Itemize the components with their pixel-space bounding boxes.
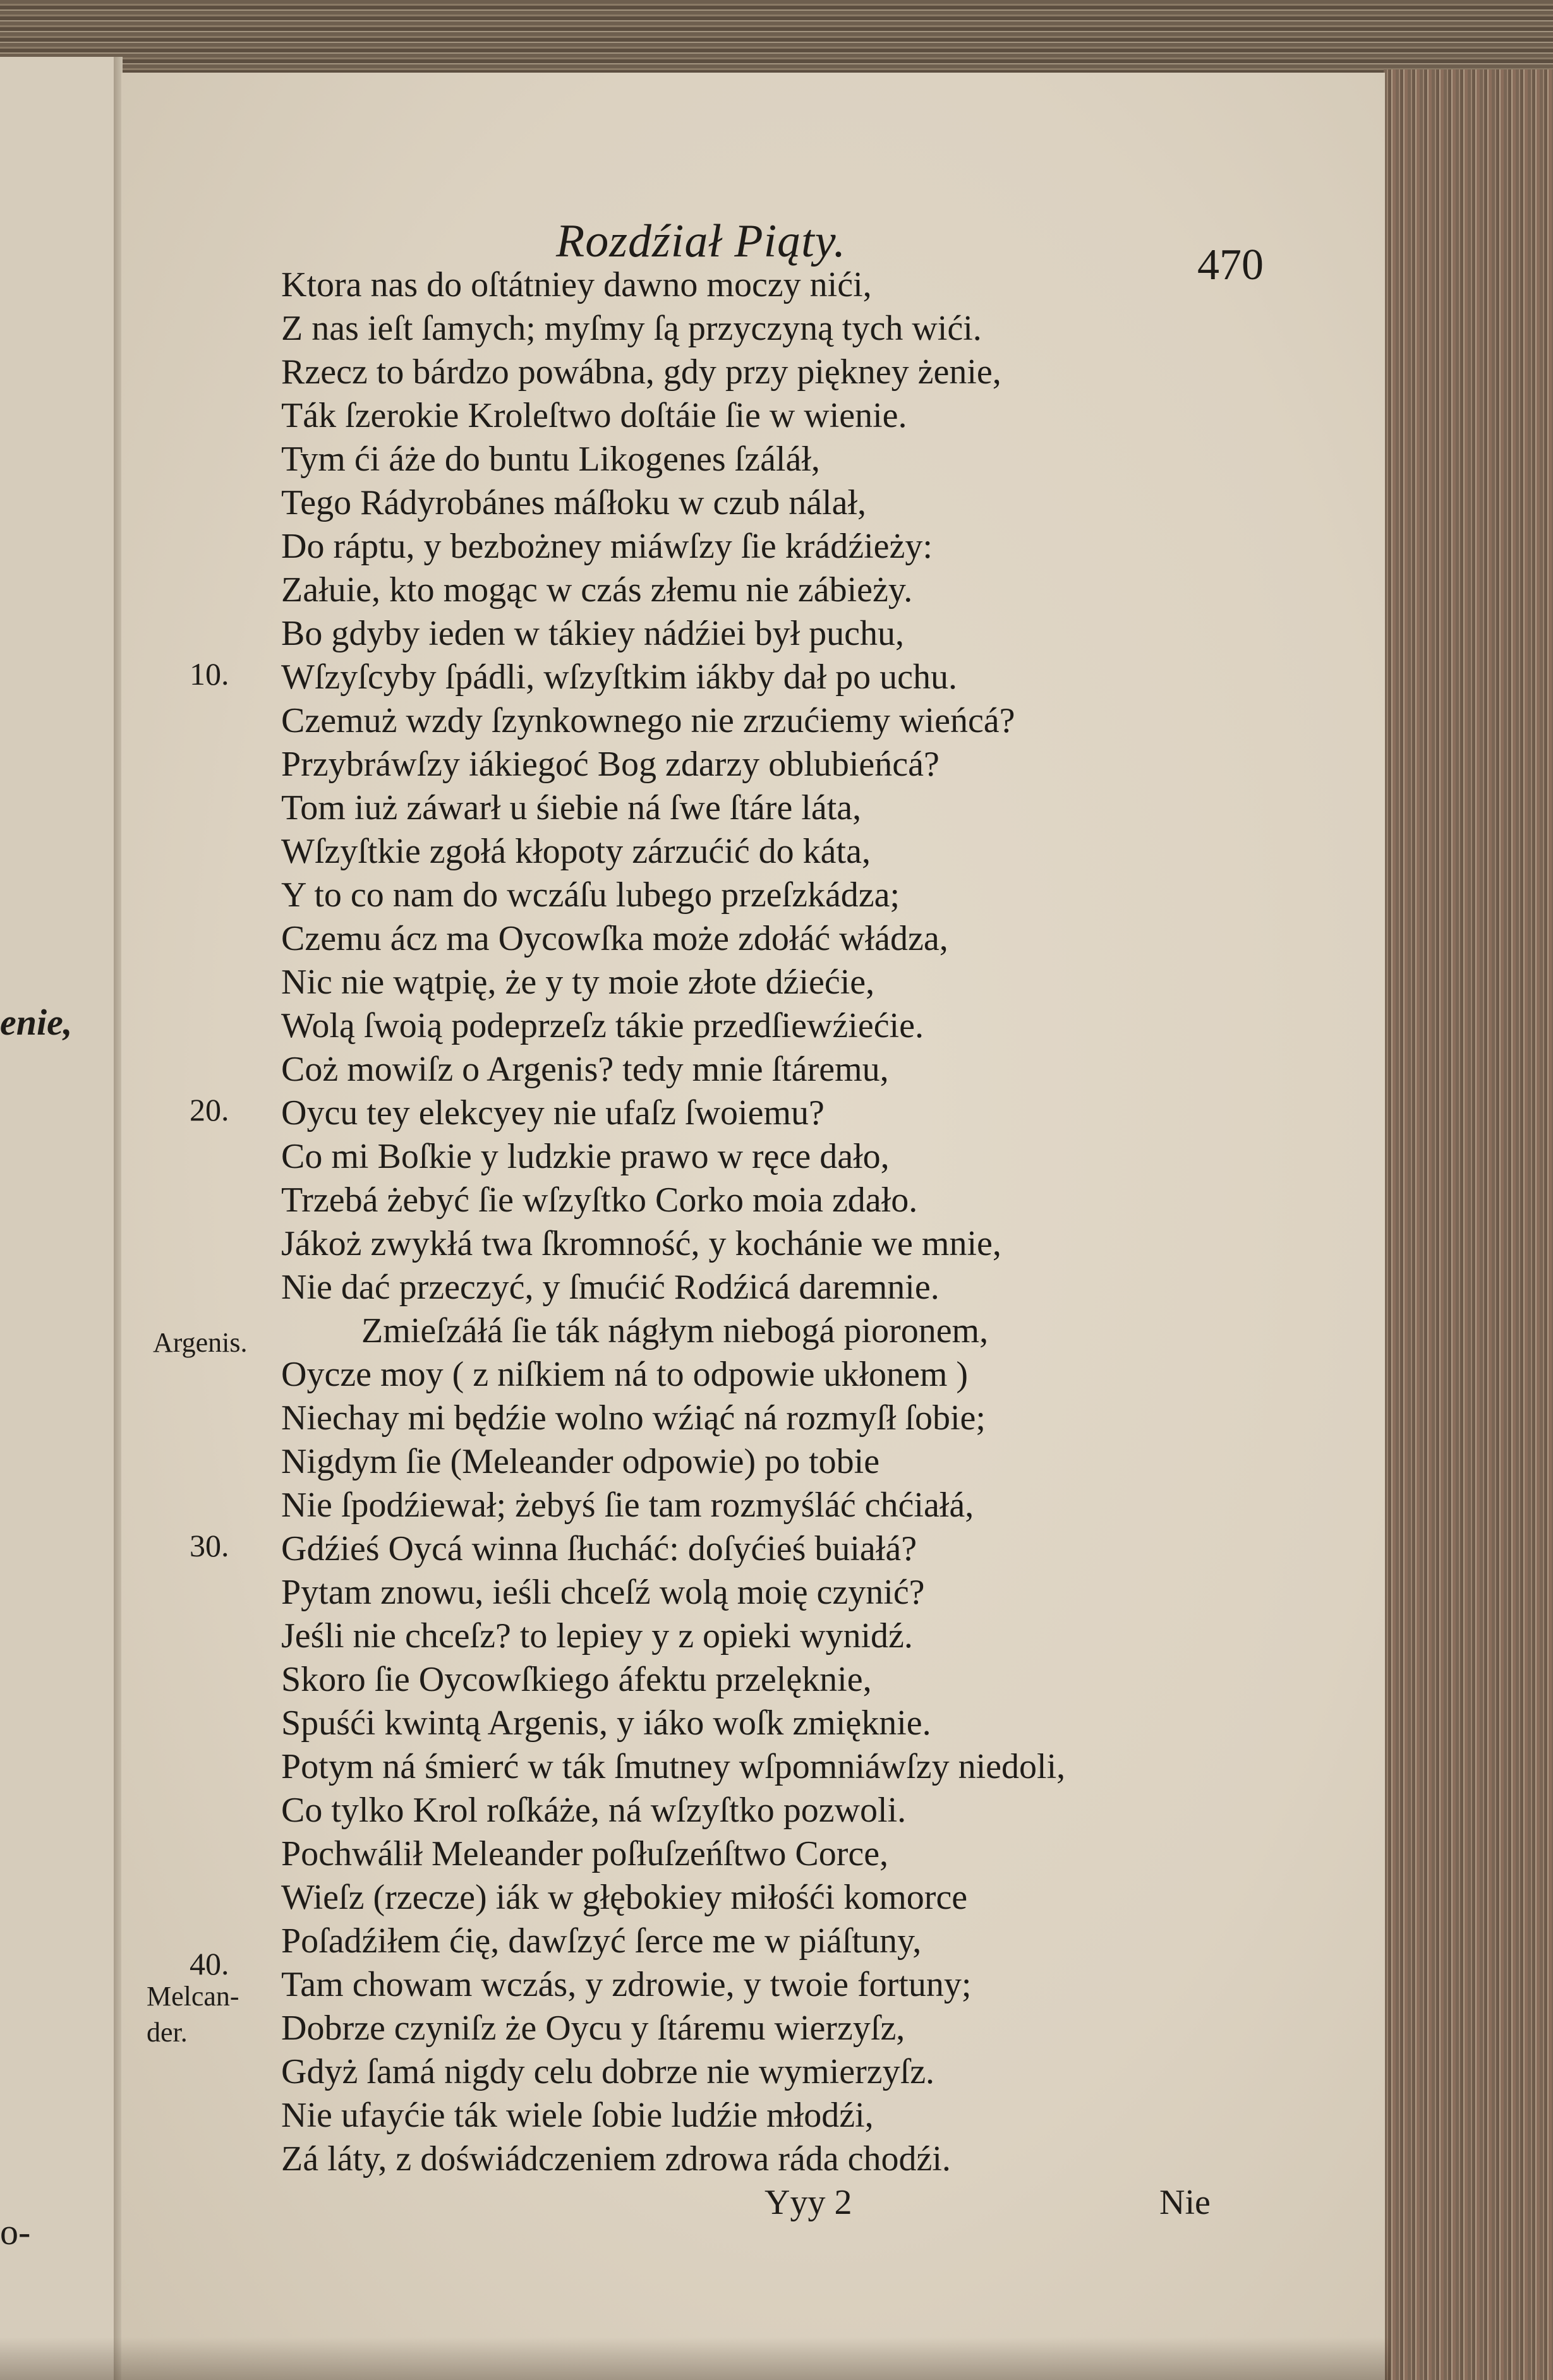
line-number: 10. <box>190 656 229 692</box>
book-fore-edge <box>1384 69 1553 2380</box>
verse-line: Tego Rádyrobánes máſłoku w czub nálał, <box>281 483 867 522</box>
verse-line: Wieſz (rzecze) iák w głębokiey miłośći komorce <box>281 1878 968 1917</box>
verse-line: Y to co nam do wczáſu lubego przeſzkádza; <box>281 875 900 915</box>
verse-line: Jeśli nie chceſz? to lepiey y z opieki wynidź. <box>281 1616 913 1656</box>
verse-line: Wſzyſtkie zgołá kłopoty zárzućić do káta, <box>281 832 871 871</box>
verse-line: Czemuż wzdy ſzynkownego nie zrzućiemy wieńcá? <box>281 701 1015 740</box>
verse-line: Do ráptu, y bezbożney miáwſzy ſie krádźieży: <box>281 527 933 566</box>
left-page-fragment: o- <box>0 2211 31 2252</box>
line-number: 30. <box>190 1528 229 1563</box>
verse-line: Tom iuż záwarł u śiebie ná ſwe ſtáre láta, <box>281 788 862 827</box>
verse-line: Załuie, kto mogąc w czás złemu nie zábieży. <box>281 570 913 610</box>
verse-line: Rzecz to bárdzo powábna, gdy przy piękney żenie, <box>281 352 1001 392</box>
bottom-shadow <box>0 2337 1390 2380</box>
running-title: Rozdźiał Piąty. <box>556 215 846 267</box>
verse-line: Zá láty, z doświádczeniem zdrowa ráda chodźi. <box>281 2139 951 2179</box>
left-page <box>0 57 117 2380</box>
verse-line: Poſadźiłem ćię, dawſzyć ſerce me w piáſtuny, <box>281 1921 922 1961</box>
verse-line: Trzebá żebyć ſie wſzyſtko Corko moia zdało. <box>281 1181 918 1220</box>
verse-line: Nigdym ſie (Meleander odpowie) po tobie <box>281 1442 880 1481</box>
verse-line: Pytam znowu, ieśli chceſź wolą moię czynić? <box>281 1573 925 1612</box>
verse-line: Pochwálił Meleander poſłuſzeńſtwo Corce, <box>281 1834 889 1873</box>
verse-line: Wſzyſcyby ſpádli, wſzyſtkim iákby dał po uchu. <box>281 658 957 697</box>
verse-line: Zmieſzáłá ſie ták nágłym niebogá pioronem, <box>361 1311 989 1350</box>
speaker-note-meleander: Melcan- <box>147 1981 239 2012</box>
verse-line: Dobrze czyniſz że Oycu y ſtáremu wierzyſz, <box>281 2009 905 2048</box>
verse-line: Jákoż zwykłá twa ſkromność, y kochánie we mnie, <box>281 1224 1001 1263</box>
verse-line: Co mi Boſkie y ludzkie prawo w ręce dało, <box>281 1137 890 1176</box>
verse-line: Czemu ácz ma Oycowſka może zdołáć włádza, <box>281 919 948 958</box>
book-top-edge <box>0 0 1553 79</box>
signature-mark: Yyy 2 <box>764 2183 852 2222</box>
verse-line: Co tylko Krol roſkáże, ná wſzyſtko pozwoli. <box>281 1791 907 1830</box>
verse-line: Nie ufayćie ták wiele ſobie ludźie młodźi, <box>281 2096 874 2135</box>
catchword: Nie <box>1159 2183 1211 2222</box>
verse-line: Tym ći áże do buntu Likogenes ſzáláł, <box>281 440 820 479</box>
verse-line: Skoro ſie Oycowſkiego áfektu przelęknie, <box>281 1660 872 1699</box>
verse-line: Nie dać przeczyć, y ſmućić Rodźicá daremnie. <box>281 1268 940 1307</box>
verse-line: Nic nie wątpię, że y ty moie złote dźiećie, <box>281 963 875 1002</box>
page-number: 470 <box>1197 241 1264 289</box>
verse-line: Tam chowam wczás, y zdrowie, y twoie fortuny; <box>281 1965 972 2004</box>
verse-line: Nie ſpodźiewał; żebyś ſie tam rozmyśláć chćiałá, <box>281 1486 974 1525</box>
verse-line: Wolą ſwoią podeprzeſz tákie przedſiewźiećie. <box>281 1006 924 1045</box>
verse-line: Przybráwſzy iákiegoć Bog zdarzy oblubieńcá? <box>281 745 940 784</box>
line-number: 40. <box>190 1946 229 1981</box>
verse-line: Potym ná śmierć w ták ſmutney wſpomniáwſzy niedoli, <box>281 1747 1066 1786</box>
verse-line: Gdyż ſamá nigdy celu dobrze nie wymierzyſz. <box>281 2052 935 2091</box>
verse-line: Niechay mi będźie wolno wźiąć ná rozmyſł ſobie; <box>281 1398 986 1438</box>
speaker-note-meleander: der. <box>147 2017 188 2048</box>
verse-line: Gdźieś Oycá winna ſłucháć: doſyćieś buiałá? <box>281 1529 917 1568</box>
verse-line: Oycze moy ( z niſkiem ná to odpowie ukłonem ) <box>281 1355 969 1394</box>
speaker-note-argenis: Argenis. <box>153 1327 248 1358</box>
left-page-fragment: enie, <box>0 1002 73 1043</box>
line-number: 20. <box>190 1092 229 1127</box>
verse-line: Ták ſzerokie Kroleſtwo doſtáie ſie w wienie. <box>281 396 907 435</box>
verse-line: Oycu tey elekcyey nie ufaſz ſwoiemu? <box>281 1093 825 1133</box>
verse-line: Coż mowiſz o Argenis? tedy mnie ſtáremu, <box>281 1050 889 1089</box>
verse-line: Spuśći kwintą Argenis, y iáko woſk zmięknie. <box>281 1704 931 1743</box>
verse-line: Z nas ieſt ſamych; myſmy ſą przyczyną tych wići. <box>281 309 982 348</box>
verse-line: Bo gdyby ieden w tákiey nádźiei był puchu, <box>281 614 904 653</box>
verse-line: Ktora nas do oſtátniey dawno moczy nići, <box>281 265 872 304</box>
